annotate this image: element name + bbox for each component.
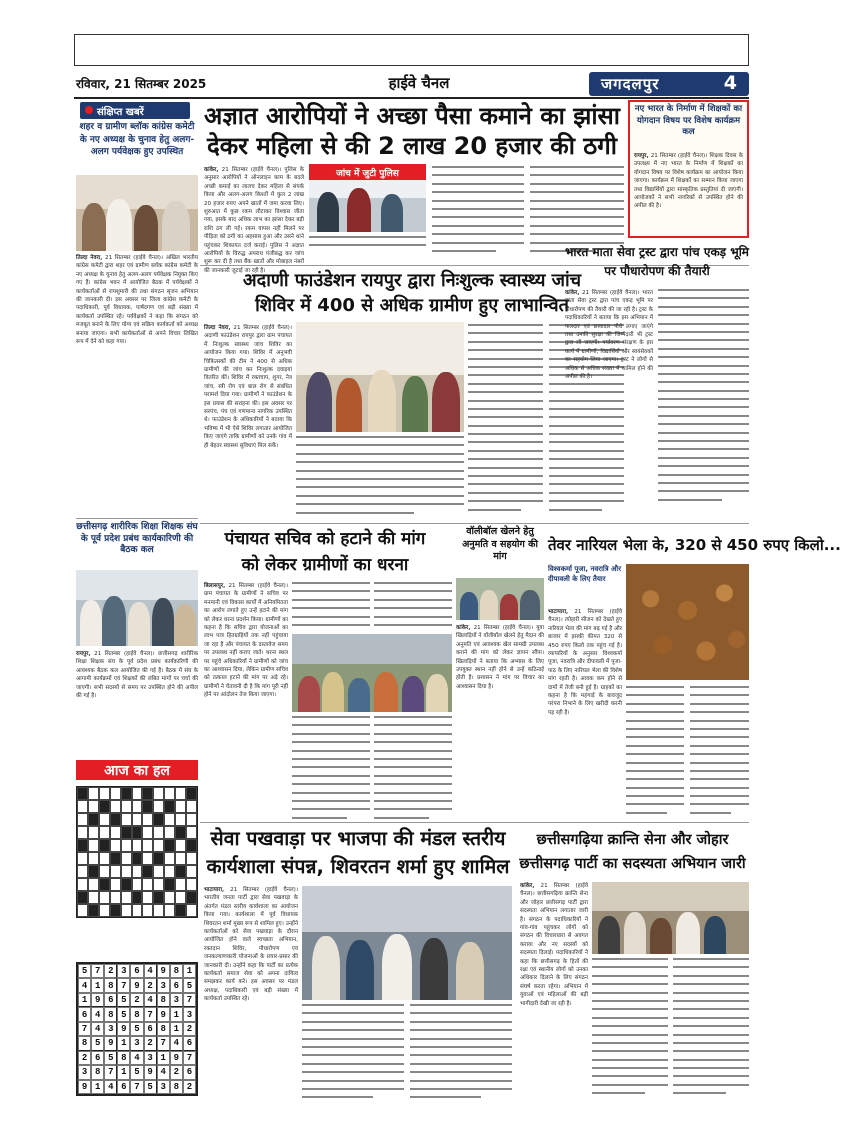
crossword-solution bbox=[76, 786, 198, 918]
lead-headline-line1: अज्ञात आरोपियों ने अच्छा पैसा कमाने का झांसा bbox=[203, 102, 620, 130]
crossword-cell bbox=[164, 813, 175, 826]
bjp-headline-line1: सेवा पखवाड़ा पर भाजपा की मंडल स्तरीय bbox=[210, 827, 506, 850]
kranti-headline-line1: छत्तीसगढ़िया क्रान्ति सेना और जोहार bbox=[536, 832, 729, 848]
crossword-cell bbox=[121, 800, 132, 813]
coconut-photo bbox=[626, 564, 749, 680]
lead-story-text-col2 bbox=[309, 236, 426, 262]
sudoku-cell: 8 bbox=[91, 1065, 104, 1079]
coconut-text-col2 bbox=[626, 686, 684, 818]
sudoku-cell: 6 bbox=[117, 1080, 130, 1094]
adani-text-col3 bbox=[468, 324, 543, 519]
crossword-cell bbox=[175, 826, 186, 839]
teachers-association-headline: छत्तीसगढ़ शारीरिक शिक्षा शिक्षक संघ के पूर्व प्रदेश प्रबंध कार्यकारिणी की बैठक कल bbox=[76, 522, 198, 555]
coconut-subhead-1: विश्वकर्मा पूजा, नवरात्रि और दीपावली के लिए तैयार bbox=[548, 565, 622, 583]
sudoku-cell: 3 bbox=[117, 964, 130, 978]
crossword-cell bbox=[132, 813, 143, 826]
crossword-cell bbox=[153, 839, 164, 852]
aaj-ka-hal-banner bbox=[76, 760, 198, 780]
volleyball-headline: वॉलीबॉल खेलने हेतु अनुमति व सहयोग की मांग bbox=[462, 526, 538, 562]
sudoku-cell: 7 bbox=[117, 978, 130, 992]
teachers-program-body: 21 सितम्बर (हाईवे चैनल)। शिक्षक दिवस के उपलक्ष्य में नए भारत के निर्माण में शिक्षकों का योगदान विषय पर विशेष कार्यक्रम का आयोजन किया जाएगा। कार्यक्रम में शिक्षकों का सम्मान किया जाएगा तथा विद्यार्थियों द्वारा सांस्कृतिक प्रस्तुतियां दी जाएंगी। आयोजकों ने सभी नागरिकों से उपस्थित होने की अपील की है। bbox=[634, 153, 743, 210]
brief-news-headline: शहर व ग्रामीण ब्लॉक कांग्रेस कमेटी के नए अध्यक्ष के चुनाव हेतु अलग-अलग पर्यवेक्षक हुए उपस्थित bbox=[79, 122, 195, 157]
adani-text-col2 bbox=[296, 436, 464, 520]
sudoku-cell: 6 bbox=[183, 1065, 196, 1079]
sudoku-cell: 3 bbox=[78, 1065, 91, 1079]
crossword-cell bbox=[132, 839, 143, 852]
sudoku-cell: 9 bbox=[104, 1036, 117, 1050]
coconut-text-col3 bbox=[690, 686, 749, 818]
adani-headline-line2: शिविर में 400 से अधिक ग्रामीण हुए लाभान्वित bbox=[255, 295, 569, 316]
sudoku-cell: 9 bbox=[117, 1022, 130, 1036]
brief-news-text bbox=[76, 254, 198, 516]
crossword-cell bbox=[110, 826, 121, 839]
sudoku-solution bbox=[76, 962, 198, 1096]
sudoku-cell: 3 bbox=[157, 978, 170, 992]
crossword-cell bbox=[186, 865, 197, 878]
left-divider-1 bbox=[76, 518, 198, 519]
sudoku-cell: 3 bbox=[130, 1036, 143, 1050]
panchayat-dateline: बिलासपुर, bbox=[204, 583, 226, 589]
teachers-association-text bbox=[76, 650, 198, 756]
sudoku-cell: 8 bbox=[104, 1007, 117, 1021]
sudoku-cell: 1 bbox=[78, 993, 91, 1007]
sudoku-cell: 6 bbox=[130, 964, 143, 978]
sudoku-cell: 4 bbox=[170, 1036, 183, 1050]
sudoku-cell: 2 bbox=[130, 993, 143, 1007]
teachers-program-box bbox=[628, 100, 749, 238]
sudoku-cell: 3 bbox=[157, 1080, 170, 1094]
panchayat-body: 21 सितम्बर (हाईवे चैनल)। ग्राम पंचायत के ग्रामीणों ने सचिव पर मनमानी एवं विकास कार्यों में अनियमितता का आरोप लगाते हुए उन्हें हटाने की मांग को लेकर धरना प्रदर्शन किया। ग्रामीणों का कहना है कि सचिव द्वारा योजनाओं का लाभ पात्र हितग्राहियों तक नहीं पहुंचाया जा रहा है और पंचायत के दस्तावेज समय पर उपलब्ध नहीं कराए जाते। धरना स्थल पर पहुंचे अधिकारियों ने ग्रामीणों को जांच का आश्वासन दिया, लेकिन ग्रामीण सचिव को तत्काल हटाने की मांग पर अड़े रहे। ग्रामीणों ने चेतावनी दी है कि मांग पूरी नहीं होने पर आंदोलन तेज किया जाएगा। bbox=[204, 583, 288, 699]
sudoku-cell: 2 bbox=[104, 964, 117, 978]
crossword-cell bbox=[175, 813, 186, 826]
sudoku-cell: 2 bbox=[183, 1022, 196, 1036]
sudoku-cell: 6 bbox=[78, 1007, 91, 1021]
crossword-cell bbox=[175, 865, 186, 878]
sudoku-cell: 1 bbox=[157, 1051, 170, 1065]
crossword-cell bbox=[121, 852, 132, 865]
kranti-dateline: कांकेर, bbox=[520, 883, 535, 889]
crossword-cell bbox=[132, 852, 143, 865]
kranti-text-col3 bbox=[673, 958, 749, 1100]
panchayat-text-col4 bbox=[292, 716, 370, 820]
crossword-cell bbox=[77, 904, 88, 917]
crossword-cell bbox=[88, 839, 99, 852]
sudoku-cell: 8 bbox=[157, 993, 170, 1007]
crossword-cell bbox=[77, 787, 88, 800]
coconut-dateline: भाटापारा, bbox=[548, 609, 569, 615]
sudoku-cell: 7 bbox=[183, 993, 196, 1007]
sudoku-cell: 4 bbox=[144, 993, 157, 1007]
crossword-cell bbox=[88, 813, 99, 826]
crossword-cell bbox=[99, 839, 110, 852]
panchayat-protest-photo bbox=[292, 634, 452, 712]
bjp-body: 21 सितम्बर (हाईवे चैनल)। भारतीय जनता पार्टी द्वारा सेवा पखवाड़ा के अंतर्गत मंडल स्तरीय कार्यशाला का आयोजन किया गया। कार्यशाला में पूर्व विधायक शिवरतन शर्मा मुख्य रूप से शामिल हुए। उन्होंने कार्यकर्ताओं को सेवा पखवाड़ा के दौरान आयोजित होने वाले स्वच्छता अभियान, रक्तदान शिविर, पौधारोपण एवं जनकल्याणकारी योजनाओं के प्रचार-प्रसार की जानकारी दी। उन्होंने कहा कि पार्टी का प्रत्येक कार्यकर्ता समाज सेवा को अपना दायित्व समझकर कार्य करे। इस अवसर पर मंडल अध्यक्ष, पदाधिकारी एवं बड़ी संख्या में कार्यकर्ता उपस्थित रहे। bbox=[204, 887, 298, 1003]
teachers-program-text bbox=[634, 152, 743, 234]
crossword-cell bbox=[186, 878, 197, 891]
sudoku-cell: 6 bbox=[183, 1036, 196, 1050]
sudoku-cell: 9 bbox=[144, 1065, 157, 1079]
crossword-cell bbox=[153, 878, 164, 891]
lead-story-text-col1 bbox=[204, 166, 305, 274]
crossword-cell bbox=[110, 839, 121, 852]
crossword-cell bbox=[110, 865, 121, 878]
adani-body: 21 सितम्बर (हाईवे चैनल)। अदाणी फाउंडेशन रायपुर द्वारा ग्राम पंचायत में निःशुल्क स्वास्थ्य जांच शिविर का आयोजन किया गया। शिविर में अनुभवी चिकित्सकों की टीम ने 400 से अधिक ग्रामीणों की जांच कर निःशुल्क दवाइयां वितरित कीं। शिविर में रक्तचाप, शुगर, नेत्र जांच, स्त्री रोग एवं बाल रोग से संबंधित परामर्श दिया गया। ग्रामीणों ने फाउंडेशन के इस प्रयास की सराहना की। इस अवसर पर सरपंच, पंच एवं गणमान्य नागरिक उपस्थित थे। फाउंडेशन के अधिकारियों ने बताया कि भविष्य में भी ऐसे शिविर लगातार आयोजित किए जाएंगे ताकि ग्रामीणों को उनके गांव में ही बेहतर स्वास्थ्य सुविधाएं मिल सकें। bbox=[204, 325, 292, 449]
crossword-cell bbox=[132, 787, 143, 800]
crossword-cell bbox=[153, 826, 164, 839]
brief-news-label-text: संक्षिप्त खबरें bbox=[97, 107, 144, 118]
sudoku-cell: 9 bbox=[130, 978, 143, 992]
sudoku-cell: 2 bbox=[183, 1080, 196, 1094]
lead-story-tag-text: जांच में जुटी पुलिस bbox=[336, 169, 399, 179]
crossword-cell bbox=[99, 852, 110, 865]
crossword-cell bbox=[88, 891, 99, 904]
sudoku-cell: 6 bbox=[144, 1022, 157, 1036]
sudoku-cell: 2 bbox=[144, 978, 157, 992]
coconut-text-col1 bbox=[548, 608, 622, 818]
masthead-rule bbox=[74, 97, 749, 99]
crossword-cell bbox=[99, 813, 110, 826]
crossword-cell bbox=[164, 826, 175, 839]
sudoku-cell: 5 bbox=[117, 1007, 130, 1021]
crossword-grid bbox=[76, 786, 198, 918]
crossword-cell bbox=[132, 904, 143, 917]
center-divider-2 bbox=[200, 523, 749, 524]
crossword-cell bbox=[132, 800, 143, 813]
crossword-cell bbox=[186, 852, 197, 865]
masthead-city-block bbox=[589, 72, 749, 96]
crossword-cell bbox=[132, 865, 143, 878]
crossword-cell bbox=[153, 800, 164, 813]
crossword-cell bbox=[142, 891, 153, 904]
sudoku-cell: 5 bbox=[78, 964, 91, 978]
sudoku-cell: 9 bbox=[91, 993, 104, 1007]
crossword-cell bbox=[88, 826, 99, 839]
sudoku-cell: 5 bbox=[91, 1036, 104, 1050]
masthead-city: जगदलपुर bbox=[601, 75, 660, 93]
bharat-mata-text-col1 bbox=[565, 289, 653, 521]
kranti-body: 21 सितम्बर (हाईवे चैनल)। छत्तीसगढ़िया क्रान्ति सेना और जोहार छत्तीसगढ़ पार्टी द्वारा सदस्यता अभियान लगातार जारी है। संगठन के पदाधिकारियों ने गांव-गांव पहुंचकर लोगों को संगठन की विचारधारा से अवगत कराया और नए सदस्यों को सदस्यता दिलाई। पदाधिकारियों ने कहा कि छत्तीसगढ़ के हितों की रक्षा एवं स्थानीय लोगों को उनका अधिकार दिलाने के लिए संगठन संघर्ष करता रहेगा। अभियान में युवाओं एवं महिलाओं की बड़ी भागीदारी देखी जा रही है। bbox=[520, 883, 588, 1007]
crossword-cell bbox=[77, 813, 88, 826]
bjp-text-col1 bbox=[204, 886, 298, 1100]
crossword-cell bbox=[110, 904, 121, 917]
sudoku-cell: 1 bbox=[117, 1065, 130, 1079]
sudoku-cell: 9 bbox=[157, 964, 170, 978]
lead-story-tag bbox=[309, 164, 426, 180]
crossword-cell bbox=[164, 800, 175, 813]
center-divider-3 bbox=[200, 822, 749, 823]
brief-news-photo bbox=[76, 175, 198, 251]
brief-news-body: 21 सितम्बर (हाईवे चैनल)। अखिल भारतीय कांग्रेस कमेटी द्वारा शहर एवं ग्रामीण ब्लॉक कांग्रेस कमेटी के नए अध्यक्ष के चुनाव हेतु अलग-अलग पर्यवेक्षक नियुक्त किए गए हैं। कांग्रेस भवन में आयोजित बैठक में पर्यवेक्षकों ने कार्यकर्ताओं से रायशुमारी की तथा संगठन सृजन अभियान की जानकारी दी। इस अवसर पर जिला कांग्रेस कमेटी के पदाधिकारी, पूर्व विधायक, पार्षदगण एवं बड़ी संख्या में कार्यकर्ता उपस्थित रहे। पर्यवेक्षकों ने कहा कि संगठन को मजबूत बनाने के लिए योग्य एवं सक्रिय कार्यकर्ता को अध्यक्ष बनाया जाएगा। सभी कार्यकर्ताओं से अपने विचार लिखित रूप में देने को कहा गया। bbox=[76, 255, 198, 346]
crossword-cell bbox=[99, 826, 110, 839]
crossword-cell bbox=[110, 878, 121, 891]
sudoku-cell: 4 bbox=[78, 978, 91, 992]
panchayat-text-col1 bbox=[204, 582, 288, 820]
sudoku-cell: 2 bbox=[170, 1065, 183, 1079]
sudoku-cell: 6 bbox=[104, 993, 117, 1007]
crossword-cell bbox=[110, 852, 121, 865]
panchayat-headline-line2: को लेकर ग्रामीणों का धरना bbox=[241, 555, 409, 575]
sudoku-grid bbox=[76, 962, 198, 1096]
bjp-dateline: भाटापारा, bbox=[204, 887, 225, 893]
coconut-headline: तेवर नारियल भेला के, 320 से 450 रुपए किलो... bbox=[548, 536, 841, 554]
panchayat-text-col2 bbox=[292, 582, 370, 632]
crossword-cell bbox=[142, 878, 153, 891]
crossword-cell bbox=[164, 891, 175, 904]
bharat-mata-dateline: कांकेर, bbox=[565, 290, 580, 296]
crossword-cell bbox=[153, 852, 164, 865]
sudoku-cell: 3 bbox=[183, 1007, 196, 1021]
sudoku-cell: 9 bbox=[170, 1051, 183, 1065]
crossword-cell bbox=[175, 852, 186, 865]
panchayat-text-col5 bbox=[374, 716, 452, 820]
lead-story-text-col3 bbox=[432, 166, 524, 261]
sudoku-cell: 6 bbox=[170, 978, 183, 992]
crossword-cell bbox=[186, 839, 197, 852]
sudoku-cell: 7 bbox=[91, 964, 104, 978]
crossword-cell bbox=[121, 826, 132, 839]
crossword-cell bbox=[142, 813, 153, 826]
masthead bbox=[74, 72, 749, 96]
top-ad-box bbox=[74, 34, 749, 66]
crossword-cell bbox=[88, 852, 99, 865]
sudoku-cell: 9 bbox=[78, 1080, 91, 1094]
crossword-cell bbox=[142, 800, 153, 813]
crossword-cell bbox=[153, 865, 164, 878]
adani-dateline: तिल्दा नेवरा, bbox=[204, 325, 231, 331]
crossword-cell bbox=[88, 800, 99, 813]
crossword-cell bbox=[175, 878, 186, 891]
sudoku-cell: 6 bbox=[91, 1051, 104, 1065]
crossword-cell bbox=[175, 839, 186, 852]
sudoku-cell: 1 bbox=[170, 1022, 183, 1036]
crossword-cell bbox=[77, 878, 88, 891]
teachers-association-body: 21 सितम्बर (हाईवे चैनल)। छत्तीसगढ़ शारीरिक शिक्षा शिक्षक संघ के पूर्व प्रदेश प्रबंध कार्यकारिणी की आवश्यक बैठक कल आयोजित की गई है। बैठक में संघ के आगामी कार्यक्रमों एवं शिक्षकों की लंबित मांगों पर चर्चा की जाएगी। सभी सदस्यों से समय पर उपस्थित होने की अपील की गई है। bbox=[76, 651, 199, 700]
crossword-cell bbox=[99, 878, 110, 891]
sudoku-cell: 4 bbox=[130, 1051, 143, 1065]
crossword-cell bbox=[142, 826, 153, 839]
crossword-cell bbox=[121, 813, 132, 826]
crossword-cell bbox=[99, 891, 110, 904]
coconut-subheads bbox=[548, 564, 622, 604]
crossword-cell bbox=[186, 800, 197, 813]
teachers-program-headline: नए भारत के निर्माण में शिक्षकों का योगदान विषय पर विशेष कार्यक्रम कल bbox=[634, 104, 743, 137]
sudoku-cell: 4 bbox=[144, 964, 157, 978]
sudoku-cell: 1 bbox=[170, 1007, 183, 1021]
crossword-cell bbox=[186, 904, 197, 917]
crossword-cell bbox=[164, 878, 175, 891]
kranti-headline-line2: छत्तीसगढ़ पार्टी का सदस्यता अभियान जारी bbox=[519, 856, 746, 872]
crossword-cell bbox=[164, 852, 175, 865]
crossword-cell bbox=[121, 839, 132, 852]
bharat-mata-body: 21 सितम्बर (हाईवे चैनल)। भारत माता सेवा ट्रस्ट द्वारा पांच एकड़ भूमि पर पौधारोपण की तैयारी की जा रही है। ट्रस्ट के पदाधिकारियों ने बताया कि इस अभियान में फलदार एवं छायादार पौधे लगाए जाएंगे तथा उनकी सुरक्षा की जिम्मेदारी भी ट्रस्ट द्वारा ली जाएगी। पर्यावरण संरक्षण के इस कार्य में ग्रामीणों, विद्यार्थियों और स्वयंसेवकों का सहयोग लिया जाएगा। ट्रस्ट ने लोगों से अधिक से अधिक संख्या में शामिल होने की अपील की है। bbox=[565, 290, 653, 381]
sudoku-cell: 5 bbox=[130, 1022, 143, 1036]
sudoku-cell: 3 bbox=[104, 1022, 117, 1036]
crossword-cell bbox=[77, 891, 88, 904]
crossword-cell bbox=[142, 787, 153, 800]
sudoku-cell: 2 bbox=[78, 1051, 91, 1065]
sudoku-cell: 5 bbox=[130, 1065, 143, 1079]
sudoku-cell: 4 bbox=[157, 1065, 170, 1079]
panchayat-headline-line1: पंचायत सचिव को हटाने की मांग bbox=[224, 529, 426, 549]
brief-news-dateline: तिल्दा नेवरा, bbox=[76, 255, 103, 261]
bharat-mata-headline: भारत माता सेवा ट्रस्ट द्वारा पांच एकड़ भूमि पर पौधारोपण की तैयारी bbox=[565, 245, 749, 278]
crossword-cell bbox=[164, 787, 175, 800]
bjp-text-col2 bbox=[302, 1004, 404, 1100]
crossword-cell bbox=[77, 839, 88, 852]
teachers-association-dateline: रायपुर, bbox=[76, 651, 91, 657]
sudoku-cell: 5 bbox=[117, 993, 130, 1007]
bjp-headline-line2: कार्यशाला संपन्न, शिवरतन शर्मा हुए शामिल bbox=[206, 855, 510, 878]
sudoku-cell: 7 bbox=[144, 1007, 157, 1021]
crossword-cell bbox=[153, 813, 164, 826]
crossword-cell bbox=[99, 787, 110, 800]
sudoku-cell: 5 bbox=[104, 1051, 117, 1065]
sudoku-cell: 8 bbox=[130, 1007, 143, 1021]
adani-headline-line1: अदाणी फाउंडेशन रायपुर द्वारा निःशुल्क स्वास्थ्य जांच bbox=[242, 270, 582, 291]
lead-story-dateline: कांकेर, bbox=[204, 167, 219, 173]
sudoku-cell: 8 bbox=[117, 1051, 130, 1065]
sudoku-cell: 8 bbox=[104, 978, 117, 992]
sudoku-cell: 7 bbox=[130, 1080, 143, 1094]
crossword-cell bbox=[88, 865, 99, 878]
brief-news-label bbox=[80, 102, 190, 119]
crossword-cell bbox=[99, 865, 110, 878]
sudoku-cell: 7 bbox=[104, 1065, 117, 1079]
crossword-cell bbox=[186, 813, 197, 826]
sudoku-cell: 5 bbox=[144, 1080, 157, 1094]
sudoku-cell: 2 bbox=[144, 1036, 157, 1050]
crossword-cell bbox=[153, 904, 164, 917]
sudoku-cell: 5 bbox=[183, 978, 196, 992]
kranti-text-col2 bbox=[592, 958, 668, 1100]
adani-health-camp-photo bbox=[296, 322, 464, 432]
volleyball-body: 21 सितम्बर (हाईवे चैनल)। युवा खिलाड़ियों ने वॉलीबॉल खेलने हेतु मैदान की अनुमति एवं आवश्यक खेल सामग्री उपलब्ध कराने की मांग को लेकर ज्ञापन सौंपा। खिलाड़ियों ने बताया कि अभ्यास के लिए उपयुक्त स्थान नहीं होने से उन्हें कठिनाई होती है। प्रशासन ने मांग पर विचार का आश्वासन दिया है। bbox=[456, 625, 544, 690]
bjp-workshop-photo bbox=[302, 886, 512, 1000]
volleyball-text-col1 bbox=[456, 624, 544, 820]
masthead-page-number: 4 bbox=[723, 72, 737, 94]
sudoku-cell: 7 bbox=[157, 1036, 170, 1050]
volleyball-photo bbox=[456, 578, 544, 620]
sudoku-cell: 8 bbox=[157, 1022, 170, 1036]
sudoku-cell: 1 bbox=[91, 978, 104, 992]
sudoku-cell: 4 bbox=[104, 1080, 117, 1094]
crossword-cell bbox=[142, 865, 153, 878]
crossword-cell bbox=[175, 800, 186, 813]
crossword-cell bbox=[99, 800, 110, 813]
crossword-cell bbox=[164, 865, 175, 878]
sudoku-cell: 1 bbox=[183, 964, 196, 978]
crossword-cell bbox=[77, 852, 88, 865]
sudoku-cell: 4 bbox=[91, 1007, 104, 1021]
aaj-ka-hal-title: आज का हल bbox=[104, 763, 170, 779]
adani-text-col1 bbox=[204, 324, 292, 519]
sudoku-cell: 1 bbox=[117, 1036, 130, 1050]
sudoku-cell: 4 bbox=[91, 1022, 104, 1036]
teachers-association-photo bbox=[76, 570, 198, 646]
crossword-cell bbox=[121, 787, 132, 800]
crossword-cell bbox=[121, 878, 132, 891]
crossword-cell bbox=[164, 904, 175, 917]
crossword-cell bbox=[153, 891, 164, 904]
crossword-cell bbox=[142, 839, 153, 852]
masthead-brand: हाईवे चैनल bbox=[388, 74, 450, 92]
crossword-cell bbox=[142, 904, 153, 917]
crossword-cell bbox=[132, 878, 143, 891]
crossword-cell bbox=[77, 826, 88, 839]
crossword-cell bbox=[132, 826, 143, 839]
sudoku-cell: 8 bbox=[170, 964, 183, 978]
sudoku-cell: 8 bbox=[78, 1036, 91, 1050]
sudoku-cell: 9 bbox=[157, 1007, 170, 1021]
crossword-cell bbox=[164, 839, 175, 852]
kranti-text-col1 bbox=[520, 882, 588, 1100]
crossword-cell bbox=[186, 891, 197, 904]
crossword-cell bbox=[110, 800, 121, 813]
sudoku-cell: 7 bbox=[183, 1051, 196, 1065]
crossword-cell bbox=[99, 904, 110, 917]
crossword-cell bbox=[121, 865, 132, 878]
sudoku-cell: 8 bbox=[170, 1080, 183, 1094]
crossword-cell bbox=[142, 852, 153, 865]
crossword-cell bbox=[88, 787, 99, 800]
coconut-body: 21 सितम्बर (हाईवे चैनल)। त्योहारी सीजन को देखते हुए नारियल भेला की मांग बढ़ गई है और बाजार में इसकी कीमत 320 से 450 रुपए किलो तक पहुंच गई है। व्यापारियों के अनुसार विश्वकर्मा पूजा, नवरात्रि और दीपावली में पूजा-पाठ के लिए नारियल भेला की विशेष मांग रहती है। आवक कम होने से दामों में तेजी बनी हुई है। ग्राहकों का कहना है कि महंगाई के बावजूद परंपरा निभाने के लिए खरीदी करनी पड़ रही है। bbox=[548, 609, 622, 716]
crossword-cell bbox=[77, 865, 88, 878]
sudoku-cell: 7 bbox=[78, 1022, 91, 1036]
crossword-cell bbox=[132, 891, 143, 904]
lead-story-body: 21 सितम्बर (हाईवे चैनल)। पुलिस के अनुसार आरोपियों ने ऑनलाइन काम के बदले अच्छी कमाई का लालच देकर महिला से संपर्क किया और अलग-अलग किश्तों में कुल 2 लाख 20 हजार रुपए अपने खातों में जमा करवा लिए। शुरुआत में कुछ रकम लौटाकर विश्वास जीता गया, इसके बाद अधिक लाभ का झांसा देकर बड़ी राशि ठग ली गई। रकम वापस नहीं मिलने पर पीड़िता को ठगी का अहसास हुआ और उसने थाने पहुंचकर शिकायत दर्ज कराई। पुलिस ने अज्ञात आरोपियों के विरुद्ध अपराध पंजीबद्ध कर जांच शुरू कर दी है तथा बैंक खातों और मोबाइल नंबरों की जानकारी जुटाई जा रही है। bbox=[204, 167, 305, 274]
bjp-text-col3 bbox=[410, 1004, 512, 1100]
sudoku-cell: 3 bbox=[170, 993, 183, 1007]
crossword-cell bbox=[77, 800, 88, 813]
crossword-cell bbox=[175, 787, 186, 800]
kranti-sena-photo bbox=[592, 882, 749, 954]
teachers-program-dateline: रायपुर, bbox=[634, 153, 649, 159]
crossword-cell bbox=[186, 826, 197, 839]
lead-headline-line2: देकर महिला से की 2 लाख 20 हजार की ठगी bbox=[207, 132, 617, 160]
crossword-cell bbox=[186, 787, 197, 800]
crossword-cell bbox=[121, 891, 132, 904]
crossword-cell bbox=[153, 787, 164, 800]
crossword-cell bbox=[121, 904, 132, 917]
sudoku-cell: 1 bbox=[91, 1080, 104, 1094]
volleyball-dateline: कांकेर, bbox=[456, 625, 471, 631]
crossword-cell bbox=[88, 904, 99, 917]
crossword-cell bbox=[110, 813, 121, 826]
panchayat-text-col3 bbox=[374, 582, 452, 632]
crossword-cell bbox=[88, 878, 99, 891]
masthead-date: रविवार, 21 सितम्बर 2025 bbox=[76, 77, 207, 91]
crossword-cell bbox=[175, 904, 186, 917]
crossword-cell bbox=[175, 891, 186, 904]
bullet-icon bbox=[85, 106, 93, 114]
sudoku-cell: 3 bbox=[144, 1051, 157, 1065]
crossword-cell bbox=[110, 891, 121, 904]
crossword-cell bbox=[110, 787, 121, 800]
bharat-mata-text-col2 bbox=[658, 289, 749, 521]
